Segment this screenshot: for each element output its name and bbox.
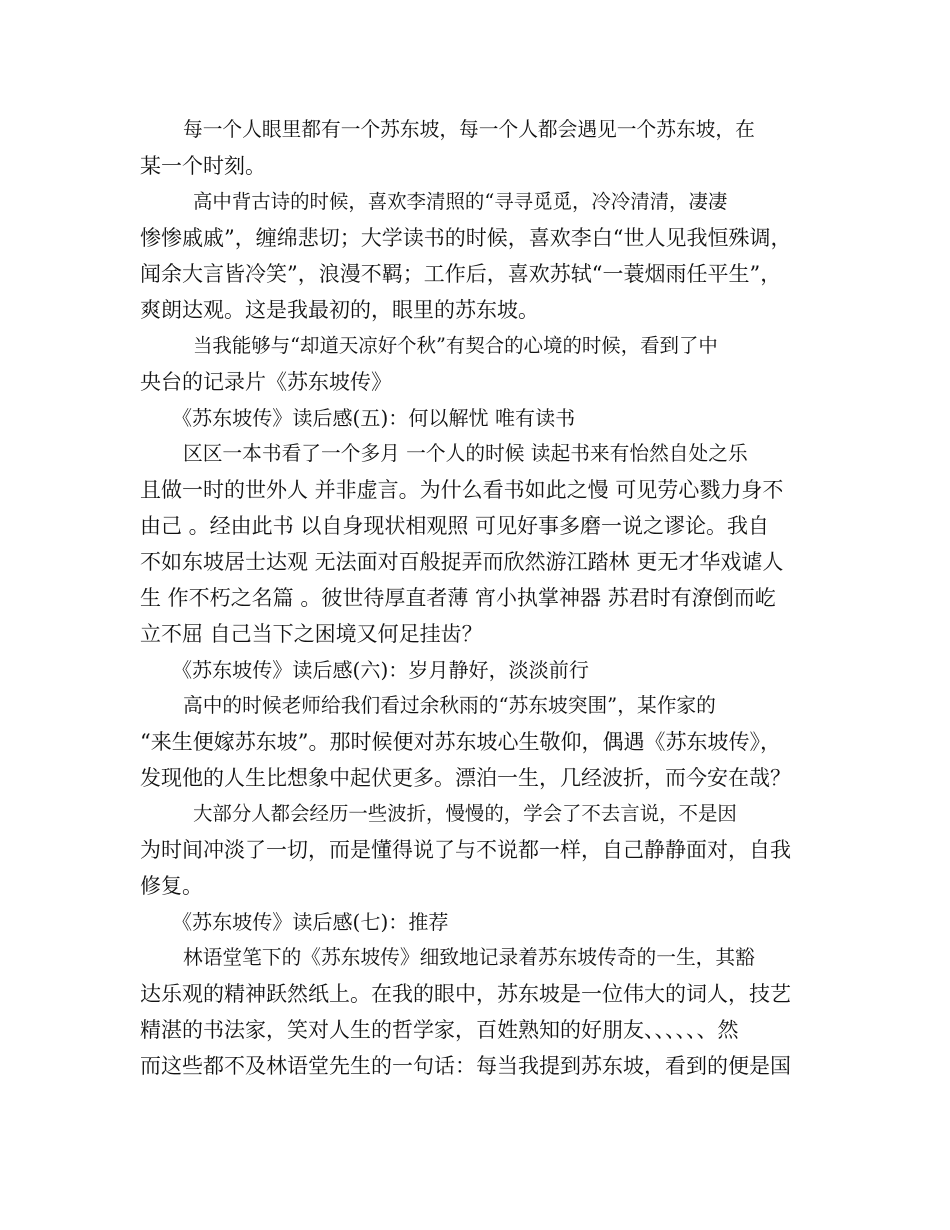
- section-heading: 《苏东坡传》读后感(六)：岁月静好，淡淡前行: [172, 658, 589, 682]
- section-heading: 《苏东坡传》读后感(五)：何以解忧 唯有读书: [172, 406, 576, 430]
- text-line: 为时间冲淡了一切，而是懂得说了与不说都一样，自己静静面对，自我: [140, 838, 791, 862]
- text-line: 高中背古诗的时候，喜欢李清照的“寻寻觅觅，冷冷清清，凄凄: [193, 190, 728, 213]
- text-line: 修复。: [140, 874, 203, 898]
- text-line: 高中的时候老师给我们看过余秋雨的“苏东坡突围”，某作家的: [183, 694, 716, 717]
- text-line: 央台的记录片《苏东坡传》: [140, 370, 392, 394]
- text-line: 爽朗达观。这是我最初的，眼里的苏东坡。: [140, 298, 539, 322]
- text-line: 某一个时刻。: [140, 154, 266, 178]
- text-line: 由己 。经由此书 以自身现状相观照 可见好事多磨一说之谬论。我自: [140, 514, 770, 538]
- text-line: 当我能够与“却道天凉好个秋”有契合的心境的时候，看到了中: [193, 334, 718, 357]
- text-line: 达乐观的精神跃然纸上。在我的眼中，苏东坡是一位伟大的词人，技艺: [140, 982, 791, 1006]
- text-line: 立不屈 自己当下之困境又何足挂齿？: [140, 622, 483, 646]
- text-line: 精湛的书法家，笑对人生的哲学家，百姓熟知的好朋友、、、、、、然: [140, 1018, 739, 1042]
- text-line: 而这些都不及林语堂先生的一句话：每当我提到苏东坡，看到的便是国: [140, 1054, 791, 1078]
- text-line: 且做一时的世外人 并非虚言。为什么看书如此之慢 可见劳心戮力身不: [140, 478, 784, 502]
- text-line: 林语堂笔下的《苏东坡传》细致地记录着苏东坡传奇的一生，其豁: [183, 946, 755, 969]
- text-line: 闻余大言皆冷笑”，浪漫不羁；工作后，喜欢苏轼“一蓑烟雨任平生”，: [140, 262, 782, 286]
- text-line: 大部分人都会经历一些波折，慢慢的，学会了不去言说，不是因: [193, 802, 737, 825]
- text-line: 生 作不朽之名篇 。彼世待厚直者薄 宵小执掌神器 苏君时有潦倒而屹: [140, 586, 776, 610]
- text-line: 发现他的人生比想象中起伏更多。漂泊一生，几经波折，而今安在哉？: [140, 766, 791, 790]
- text-line: 区区一本书看了一个多月 一个人的时候 读起书来有怡然自处之乐: [183, 442, 748, 465]
- section-heading: 《苏东坡传》读后感(七)：推荐: [172, 910, 449, 934]
- text-line: “来生便嫁苏东坡”。那时候便对苏东坡心生敬仰，偶遇《苏东坡传》，: [140, 730, 781, 754]
- text-line: 惨惨戚戚”，缠绵悲切；大学读书的时候，喜欢李白“世人见我恒殊调，: [140, 226, 792, 250]
- text-line: 不如东坡居士达观 无法面对百般捉弄而欣然游江踏林 更无才华戏谑人: [140, 550, 784, 574]
- text-line: 每一个人眼里都有一个苏东坡，每一个人都会遇见一个苏东坡，在: [183, 118, 755, 141]
